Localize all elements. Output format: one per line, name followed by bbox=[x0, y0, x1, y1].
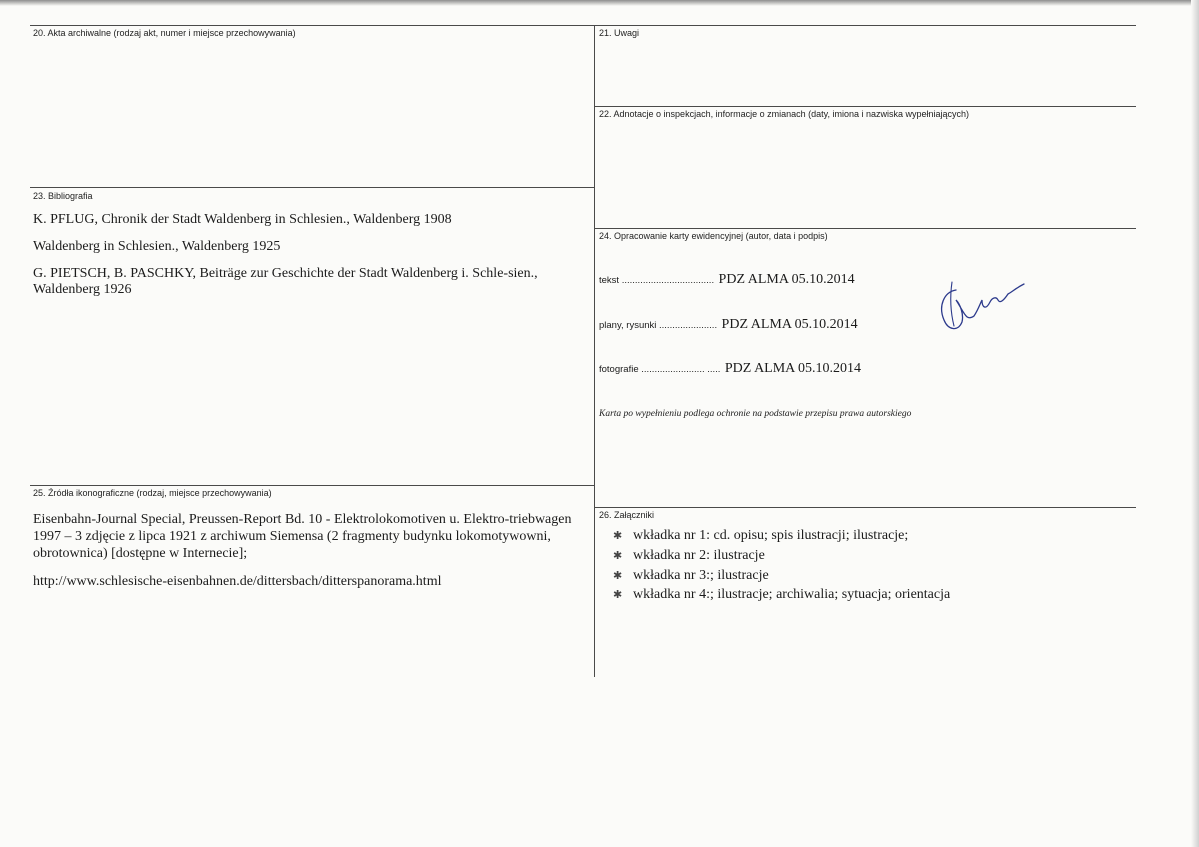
scan-top-edge bbox=[0, 0, 1199, 6]
section-23-label: 23. Bibliografia bbox=[33, 191, 93, 201]
text-author-value: PDZ ALMA 05.10.2014 bbox=[718, 272, 855, 287]
section-22-label: 22. Adnotacje o inspekcjach, informacje o zmianach (daty, imiona i nazwiska wypełniających) bbox=[599, 109, 970, 119]
plans-author-row bbox=[599, 315, 858, 333]
photos-author-label: fotografie ........................ ..... bbox=[599, 364, 721, 375]
section-25-label: 25. Źródła ikonograficzne (rodzaj, miejsce przechowywania) bbox=[33, 488, 272, 498]
top-rule bbox=[30, 25, 1136, 26]
section-26-label: 26. Załączniki bbox=[599, 510, 655, 520]
asterisk-icon: ✱ bbox=[613, 530, 623, 542]
plans-author-label: plany, rysunki ...................... bbox=[599, 320, 718, 331]
asterisk-icon: ✱ bbox=[613, 570, 623, 582]
attachment-text: wkładka nr 1: cd. opisu; spis ilustracji; ilustracje; bbox=[633, 528, 909, 543]
copyright-note: Karta po wypełnieniu podlega ochronie na podstawie przepisu prawa autorskiego bbox=[599, 409, 912, 419]
photos-author-value: PDZ ALMA 05.10.2014 bbox=[724, 361, 862, 376]
text-author-label: tekst ................................... bbox=[599, 275, 715, 286]
section-21-label: 21. Uwagi bbox=[599, 28, 640, 38]
section-20-label: 20. Akta archiwalne (rodzaj akt, numer i miejsce przechowywania) bbox=[33, 28, 296, 38]
iconographic-source-link: http://www.schlesische-eisenbahnen.de/dittersbach/ditterspanorama.html bbox=[33, 574, 442, 589]
attachment-text: wkładka nr 2: ilustracje bbox=[633, 548, 765, 563]
attachment-item bbox=[613, 548, 765, 564]
attachment-text: wkładka nr 3:; ilustracje bbox=[633, 568, 769, 583]
scan-right-edge bbox=[1191, 0, 1199, 847]
attachment-item bbox=[613, 528, 908, 544]
bibliography-entry: Waldenberg in Schlesien., Waldenberg 1925 bbox=[33, 239, 281, 254]
asterisk-icon: ✱ bbox=[613, 550, 623, 562]
rule-right-22 bbox=[594, 106, 1136, 107]
attachment-item bbox=[613, 568, 769, 584]
iconographic-source-entry: Eisenbahn-Journal Special, Preussen-Report Bd. 10 - Elektrolokomotiven u. Elektro-triebwagen 1997 – 3 zdjęcie z lipca 1921 z archiwum Siemensa (2 fragmenty budynku lokomotywowni, obrotownica) [dostępne w Internecie]; bbox=[33, 512, 572, 561]
rule-right-26 bbox=[594, 507, 1136, 508]
bibliography-entry: K. PFLUG, Chronik der Stadt Waldenberg in Schlesien., Waldenberg 1908 bbox=[33, 212, 452, 227]
section-24-label: 24. Opracowanie karty ewidencyjnej (autor, data i podpis) bbox=[599, 231, 828, 241]
attachment-item bbox=[613, 587, 950, 603]
plans-author-value: PDZ ALMA 05.10.2014 bbox=[721, 317, 858, 332]
photos-author-row bbox=[599, 359, 861, 377]
rule-left-23 bbox=[30, 187, 594, 188]
asterisk-icon: ✱ bbox=[613, 589, 623, 601]
rule-left-25 bbox=[30, 485, 594, 486]
bibliography-entry: G. PIETSCH, B. PASCHKY, Beiträge zur Geschichte der Stadt Waldenberg i. Schle-sien., Waldenberg 1926 bbox=[33, 266, 538, 297]
signature-image bbox=[930, 270, 1030, 342]
text-author-row bbox=[599, 270, 855, 288]
center-divider bbox=[594, 25, 595, 677]
rule-right-24 bbox=[594, 228, 1136, 229]
attachment-text: wkładka nr 4:; ilustracje; archiwalia; sytuacja; orientacja bbox=[633, 587, 951, 602]
